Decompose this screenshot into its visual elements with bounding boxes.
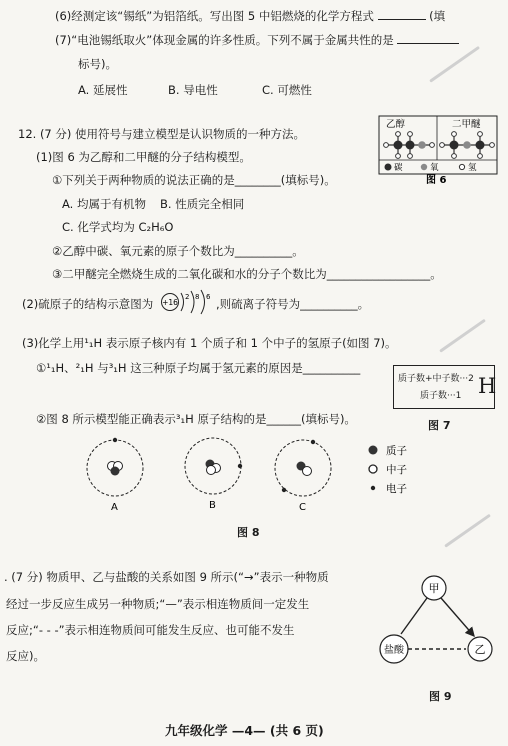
answer-blank xyxy=(378,8,426,20)
legend-proton: 质子 xyxy=(386,445,407,457)
shell-2-electrons: 8 xyxy=(195,293,200,301)
question-6-tail: (填 xyxy=(429,9,446,23)
edge-jia-hcl xyxy=(401,598,427,634)
question-7-text: (7)“电池锡纸取火”体现金属的许多性质。下列不属于金属共性的是 xyxy=(55,33,394,47)
question-12-1-b: ②乙醇中碳、氧元素的原子个数比为__________。 xyxy=(52,244,304,258)
figure-6-molecule-models xyxy=(378,115,498,185)
legend-electron: 电子 xyxy=(386,483,407,495)
question-6-text: (6)经测定该“锡纸”为铝箔纸。写出图 5 中铝燃烧的化学方程式 xyxy=(55,9,374,23)
model-a xyxy=(87,438,143,496)
answer-blank xyxy=(397,32,459,44)
model-c xyxy=(275,440,331,496)
question-12-1: (1)图 6 为乙醇和二甲醚的分子结构模型。 xyxy=(36,150,251,164)
model-c-label: C xyxy=(299,502,306,513)
question-12-3-b: ②图 8 所示模型能正确表示³₁H 原子结构的是______(填标号)。 xyxy=(36,412,356,426)
shell-3-electrons: 6 xyxy=(206,293,211,301)
question-12-1-a-option-c: C. 化学式均为 C₂H₆O xyxy=(62,220,174,234)
shell-1-electrons: 2 xyxy=(185,293,190,301)
figure-7-box xyxy=(393,365,495,409)
legend-neutron: 中子 xyxy=(386,464,407,476)
dimethyl-ether-model xyxy=(440,132,495,159)
sulfur-nucleus-charge: +16 xyxy=(162,298,178,307)
question-13-line-3: 反应;“- - -”表示相连物质间可能发生反应、也可能不发生 xyxy=(6,623,295,637)
figure-6-label-ethanol: 乙醇 xyxy=(386,119,406,130)
figure-6-label-dimethyl-ether: 二甲醚 xyxy=(452,119,481,130)
node-hcl-label: 盐酸 xyxy=(384,645,404,656)
question-12-intro: 12. (7 分) 使用符号与建立模型是认识物质的一种方法。 xyxy=(18,127,306,141)
question-12-3-a: ①¹₁H、²₁H 与³₁H 这三种原子均属于氢元素的原因是__________ xyxy=(36,361,361,375)
node-yi-label: 乙 xyxy=(474,643,486,656)
scan-mark xyxy=(439,319,486,353)
figure-9-caption: 图 9 xyxy=(429,690,452,703)
question-7-line2: 标号)。 xyxy=(78,57,117,71)
question-7 xyxy=(55,32,459,48)
question-12-1-a-option-b: B. 性质完全相同 xyxy=(160,197,245,211)
question-13-line-4: 反应)。 xyxy=(6,649,45,663)
figure-7-caption: 图 7 xyxy=(428,419,451,432)
legend-oxygen: 氧 xyxy=(430,163,439,173)
sulfur-atom-diagram xyxy=(160,289,216,315)
question-6 xyxy=(55,8,445,24)
scan-mark xyxy=(444,514,491,548)
question-12-1-a: ①下列关于两种物质的说法正确的是________(填标号)。 xyxy=(52,173,336,187)
scan-mark xyxy=(429,46,480,83)
question-12-1-a-option-a: A. 均属于有机物 xyxy=(62,197,146,211)
question-7-option-b: B. 导电性 xyxy=(168,83,218,97)
legend-hydrogen: 氢 xyxy=(468,163,477,173)
edge-jia-to-yi xyxy=(441,598,474,636)
legend-carbon: 碳 xyxy=(394,163,403,173)
figure-9-relation-diagram xyxy=(370,570,500,680)
question-12-3: (3)化学上用¹₁H 表示原子核内有 1 个质子和 1 个中子的氢原子(如图 7)。 xyxy=(22,336,397,350)
question-13-line-1: . (7 分) 物质甲、乙与盐酸的关系如图 9 所示(“→”表示一种物质 xyxy=(4,570,329,584)
figure-7-mass-label: 质子数+中子数···2 xyxy=(398,374,474,384)
model-a-label: A xyxy=(111,502,118,513)
question-12-2-post: ,则硫离子符号为__________。 xyxy=(216,297,370,311)
figure-7-proton-label: 质子数···1 xyxy=(420,391,462,401)
question-7-option-c: C. 可燃性 xyxy=(262,83,312,97)
figure-8-caption: 图 8 xyxy=(237,526,260,539)
figure-6-caption: 图 6 xyxy=(426,175,447,185)
question-12-1-c: ③二甲醚完全燃烧生成的二氧化碳和水的分子个数比为__________________。 xyxy=(52,267,442,281)
model-b-label: B xyxy=(209,500,216,511)
node-jia-label: 甲 xyxy=(428,582,440,595)
page-footer: 九年级化学 —4— (共 6 页) xyxy=(165,723,324,738)
question-7-option-a: A. 延展性 xyxy=(78,83,128,97)
question-13-line-2: 经过一步反应生成另一种物质;“—”表示相连物质间一定发生 xyxy=(6,597,310,611)
figure-7-symbol: H xyxy=(478,374,497,398)
model-b xyxy=(185,438,242,494)
question-12-2-pre: (2)硫原子的结构示意图为 xyxy=(22,297,154,311)
figure-8-atom-models xyxy=(70,428,500,518)
ethanol-model xyxy=(384,132,435,159)
